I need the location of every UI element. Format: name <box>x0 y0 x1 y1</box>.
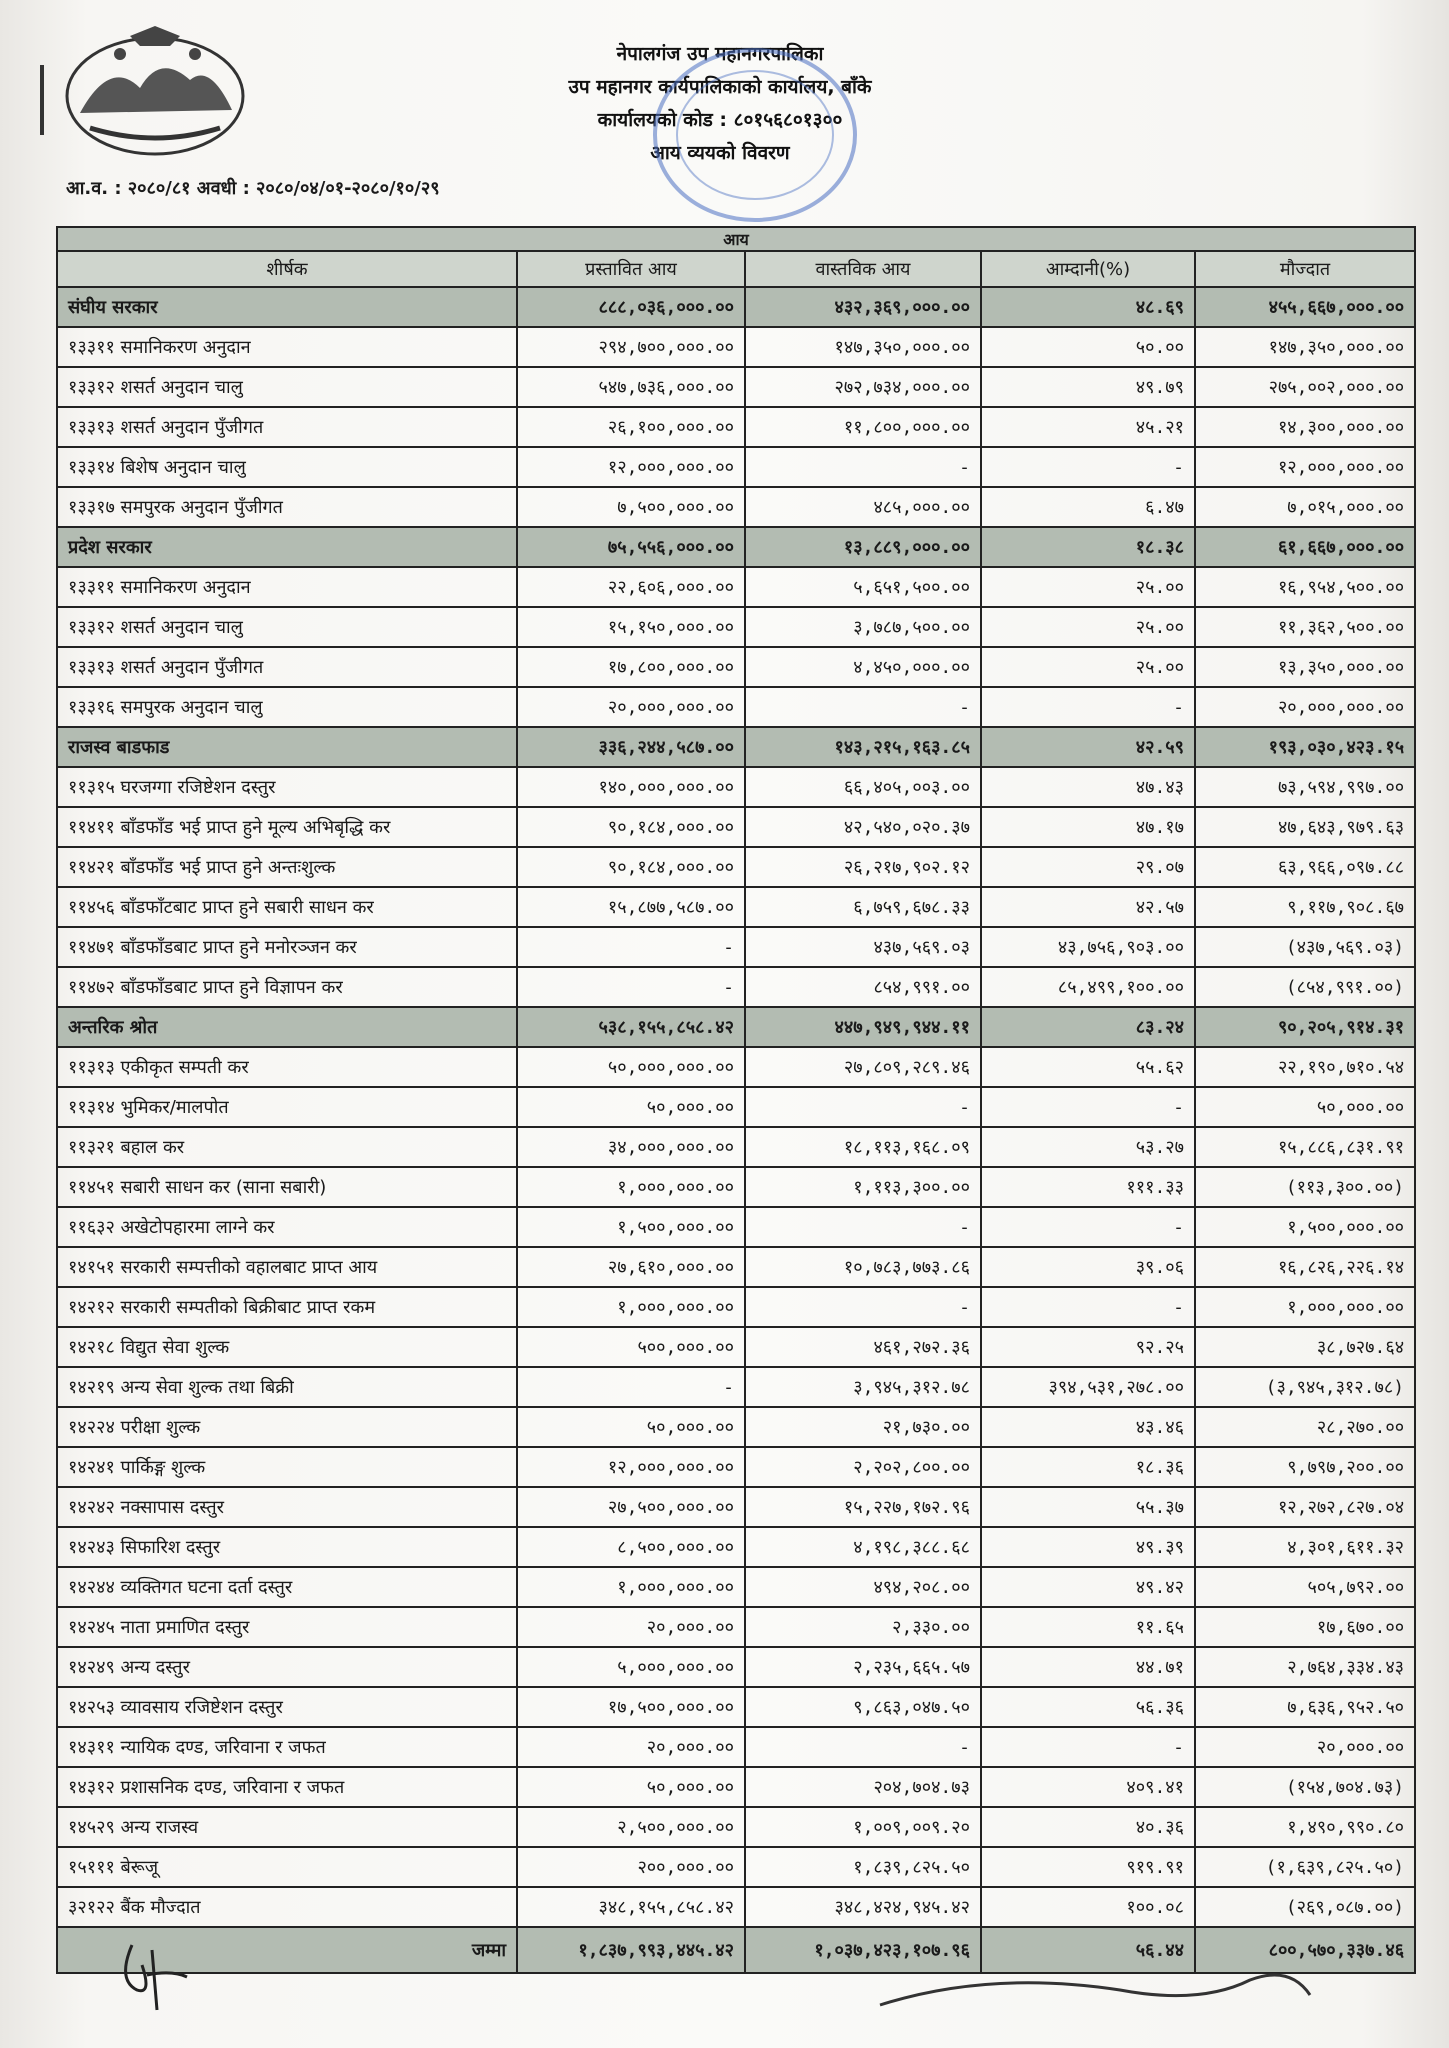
row-proposed: ५०,०००,०००.०० <box>517 1047 745 1087</box>
row-percent: ५०.०० <box>981 327 1195 367</box>
row-proposed: १७,५००,०००.०० <box>517 1687 745 1727</box>
table-row <box>57 1727 1415 1767</box>
row-proposed: २२,६०६,०००.०० <box>517 567 745 607</box>
row-actual: २१,७३०.०० <box>745 1407 981 1447</box>
row-proposed: ५०,०००.०० <box>517 1407 745 1447</box>
col-title: शीर्षक <box>57 251 517 287</box>
row-title: १४२४१ पार्किङ्ग शुल्क <box>57 1447 517 1487</box>
row-balance: १,४९०,९९०.८० <box>1195 1807 1415 1847</box>
row-title: ११४५६ बाँडफाँटबाट प्राप्त हुने सबारी साधन कर <box>57 887 517 927</box>
row-percent: २९.०७ <box>981 847 1195 887</box>
row-title: ११३२१ बहाल कर <box>57 1127 517 1167</box>
table-row <box>57 1167 1415 1207</box>
row-balance: १६,८२६,२२६.१४ <box>1195 1247 1415 1287</box>
row-title: ११४२१ बाँडफाँड भई प्राप्त हुने अन्तःशुल्क <box>57 847 517 887</box>
income-table <box>56 226 1416 1974</box>
row-proposed: - <box>517 927 745 967</box>
header-municipality: नेपालगंज उप महानगरपालिका <box>616 43 824 65</box>
row-balance: ५०५,७९२.०० <box>1195 1567 1415 1607</box>
row-title: १४२४९ अन्य दस्तुर <box>57 1647 517 1687</box>
row-proposed: ३४,०००,०००.०० <box>517 1127 745 1167</box>
row-balance: ४७,६४३,९७९.६३ <box>1195 807 1415 847</box>
row-proposed: ८८८,०३६,०००.०० <box>517 287 745 327</box>
row-actual: ४३७,५६९.०३ <box>745 927 981 967</box>
row-percent: - <box>981 1727 1195 1767</box>
row-percent: - <box>981 1087 1195 1127</box>
row-balance: २७५,००२,०००.०० <box>1195 367 1415 407</box>
table-row <box>57 567 1415 607</box>
row-proposed: १४०,०००,०००.०० <box>517 767 745 807</box>
table-row <box>57 967 1415 1007</box>
table-row <box>57 887 1415 927</box>
row-actual: १४३,२१५,१६३.८५ <box>745 727 981 767</box>
table-column-header <box>57 251 1415 287</box>
row-title: संघीय सरकार <box>57 287 517 327</box>
row-title: १३३१४ बिशेष अनुदान चालु <box>57 447 517 487</box>
row-actual: ४,४५०,०००.०० <box>745 647 981 687</box>
row-title: प्रदेश सरकार <box>57 527 517 567</box>
row-proposed: ५०,०००.०० <box>517 1767 745 1807</box>
row-balance: ९०,२०५,९१४.३१ <box>1195 1007 1415 1047</box>
col-balance: मौज्दात <box>1195 251 1415 287</box>
row-title: १४२२४ परीक्षा शुल्क <box>57 1407 517 1447</box>
row-balance: (२६९,०८७.००) <box>1195 1887 1415 1927</box>
row-proposed: ५४७,७३६,०००.०० <box>517 367 745 407</box>
table-row <box>57 607 1415 647</box>
row-balance: (३,९४५,३१२.७८) <box>1195 1367 1415 1407</box>
row-percent: ४९.४२ <box>981 1567 1195 1607</box>
row-actual: २,२३५,६६५.५७ <box>745 1647 981 1687</box>
table-row <box>57 847 1415 887</box>
table-row <box>57 487 1415 527</box>
row-proposed: ७,५००,०००.०० <box>517 487 745 527</box>
row-actual: ३,७८७,५००.०० <box>745 607 981 647</box>
row-title: अन्तरिक श्रोत <box>57 1007 517 1047</box>
row-actual: - <box>745 1287 981 1327</box>
row-title: १३३१६ समपुरक अनुदान चालु <box>57 687 517 727</box>
row-actual: ३४८,४२४,९४५.४२ <box>745 1887 981 1927</box>
row-actual: २७२,७३४,०००.०० <box>745 367 981 407</box>
row-percent: ३९४,५३१,२७८.०० <box>981 1367 1195 1407</box>
row-proposed: ३३६,२४४,५८७.०० <box>517 727 745 767</box>
row-balance: ९,७९७,२००.०० <box>1195 1447 1415 1487</box>
row-percent: ५५.३७ <box>981 1487 1195 1527</box>
row-balance: (११३,३००.००) <box>1195 1167 1415 1207</box>
row-actual: ६६,४०५,००३.०० <box>745 767 981 807</box>
row-actual: ४,१९८,३८८.६८ <box>745 1527 981 1567</box>
row-title: १३३११ समानिकरण अनुदान <box>57 327 517 367</box>
row-balance: ६३,९६६,०९७.८८ <box>1195 847 1415 887</box>
row-title: १५१११ बेरूजू <box>57 1847 517 1887</box>
table-row <box>57 1207 1415 1247</box>
row-balance: २८,२७०.०० <box>1195 1407 1415 1447</box>
row-title: राजस्व बाडफाड <box>57 727 517 767</box>
row-actual: ८५४,९९१.०० <box>745 967 981 1007</box>
row-percent: ४३.४६ <box>981 1407 1195 1447</box>
row-balance: १४,३००,०००.०० <box>1195 407 1415 447</box>
row-proposed: ५००,०००.०० <box>517 1327 745 1367</box>
row-actual: - <box>745 1087 981 1127</box>
row-actual: ९,८६३,०४७.५० <box>745 1687 981 1727</box>
row-balance: ६१,६६७,०००.०० <box>1195 527 1415 567</box>
col-percent: आम्दानी(%) <box>981 251 1195 287</box>
row-title: १४३१२ प्रशासनिक दण्ड, जरिवाना र जफत <box>57 1767 517 1807</box>
signature-icon <box>112 1935 202 2015</box>
row-percent: ९२.२५ <box>981 1327 1195 1367</box>
row-title: ११६३२ अखेटोपहारमा लाग्ने कर <box>57 1207 517 1247</box>
row-proposed: १५,८७७,५८७.०० <box>517 887 745 927</box>
row-balance: ७,६३६,९५२.५० <box>1195 1687 1415 1727</box>
row-title: १४२१८ विद्युत सेवा शुल्क <box>57 1327 517 1367</box>
row-balance: १२,२७२,८२७.०४ <box>1195 1487 1415 1527</box>
row-balance: १,५००,०००.०० <box>1195 1207 1415 1247</box>
row-percent: ४९.७९ <box>981 367 1195 407</box>
row-balance: ५०,०००.०० <box>1195 1087 1415 1127</box>
row-percent: ४२.५७ <box>981 887 1195 927</box>
row-percent: ४७.४३ <box>981 767 1195 807</box>
nepal-emblem-icon <box>60 18 250 163</box>
row-actual: २,२०२,८००.०० <box>745 1447 981 1487</box>
row-percent: २५.०० <box>981 607 1195 647</box>
table-row <box>57 1527 1415 1567</box>
row-percent: ६.४७ <box>981 487 1195 527</box>
row-percent: ४४.७१ <box>981 1647 1195 1687</box>
row-proposed: २०,०००.०० <box>517 1727 745 1767</box>
table-group-row <box>57 527 1415 567</box>
row-percent: - <box>981 1287 1195 1327</box>
row-title: १४३११ न्यायिक दण्ड, जरिवाना र जफत <box>57 1727 517 1767</box>
table-row <box>57 1367 1415 1407</box>
row-proposed: ९०,१८४,०००.०० <box>517 847 745 887</box>
row-balance: १३,३५०,०००.०० <box>1195 647 1415 687</box>
row-actual: ४९४,२०८.०० <box>745 1567 981 1607</box>
row-proposed: २००,०००.०० <box>517 1847 745 1887</box>
row-proposed: ३४८,१५५,८५८.४२ <box>517 1887 745 1927</box>
row-actual: १,११३,३००.०० <box>745 1167 981 1207</box>
row-percent: ९१९.९१ <box>981 1847 1195 1887</box>
row-actual: १५,२२७,१७२.९६ <box>745 1487 981 1527</box>
row-balance: १५,८८६,८३१.९१ <box>1195 1127 1415 1167</box>
row-proposed: १,०००,०००.०० <box>517 1567 745 1607</box>
row-actual: - <box>745 1207 981 1247</box>
total-percent: ५६.४४ <box>981 1927 1195 1973</box>
row-percent: १८.३६ <box>981 1447 1195 1487</box>
row-title: ११४५१ सबारी साधन कर (साना सबारी) <box>57 1167 517 1207</box>
table-row <box>57 1487 1415 1527</box>
row-balance: १७,६७०.०० <box>1195 1607 1415 1647</box>
table-row <box>57 1127 1415 1167</box>
row-balance: २०,०००.०० <box>1195 1727 1415 1767</box>
row-percent: ८३.२४ <box>981 1007 1195 1047</box>
row-actual: ४६१,२७२.३६ <box>745 1327 981 1367</box>
col-proposed: प्रस्तावित आय <box>517 251 745 287</box>
row-title: १३३१३ शसर्त अनुदान पुँजीगत <box>57 647 517 687</box>
row-balance: (१५४,७०४.७३) <box>1195 1767 1415 1807</box>
total-actual: १,०३७,४२३,१०७.९६ <box>745 1927 981 1973</box>
row-actual: ४३२,३६९,०००.०० <box>745 287 981 327</box>
row-proposed: २७,६१०,०००.०० <box>517 1247 745 1287</box>
table-row <box>57 1447 1415 1487</box>
row-actual: ४४७,९४९,९४४.११ <box>745 1007 981 1047</box>
row-balance: ३८,७२७.६४ <box>1195 1327 1415 1367</box>
row-actual: १४७,३५०,०००.०० <box>745 327 981 367</box>
row-title: ११३१४ भुमिकर/मालपोत <box>57 1087 517 1127</box>
table-row <box>57 327 1415 367</box>
row-proposed: १,०००,०००.०० <box>517 1287 745 1327</box>
table-row <box>57 647 1415 687</box>
row-percent: ४८.६९ <box>981 287 1195 327</box>
row-title: १४५२९ अन्य राजस्व <box>57 1807 517 1847</box>
row-balance: ९,११७,९०८.६७ <box>1195 887 1415 927</box>
row-actual: ५,६५१,५००.०० <box>745 567 981 607</box>
row-title: ३२१२२ बैंक मौज्दात <box>57 1887 517 1927</box>
row-percent: १८.३८ <box>981 527 1195 567</box>
income-heading: आय <box>57 227 1415 251</box>
row-actual: १०,७८३,७७३.८६ <box>745 1247 981 1287</box>
row-actual: ११,८००,०००.०० <box>745 407 981 447</box>
row-balance: (८५४,९९१.००) <box>1195 967 1415 1007</box>
row-percent: ५५.६२ <box>981 1047 1195 1087</box>
row-percent: ४३,७५६,९०३.०० <box>981 927 1195 967</box>
row-actual: ३,९४५,३१२.७८ <box>745 1367 981 1407</box>
row-percent: २५.०० <box>981 567 1195 607</box>
row-balance: २,७६४,३३४.४३ <box>1195 1647 1415 1687</box>
row-percent: १११.३३ <box>981 1167 1195 1207</box>
row-proposed: १,५००,०००.०० <box>517 1207 745 1247</box>
table-row <box>57 927 1415 967</box>
row-actual: - <box>745 447 981 487</box>
row-balance: १९३,०३०,४२३.१५ <box>1195 727 1415 767</box>
row-actual: १८,११३,१६८.०९ <box>745 1127 981 1167</box>
row-percent: ३९.०६ <box>981 1247 1195 1287</box>
table-row <box>57 447 1415 487</box>
row-proposed: २,५००,०००.०० <box>517 1807 745 1847</box>
row-title: १४२५३ व्यावसाय रजिष्टेशन दस्तुर <box>57 1687 517 1727</box>
row-actual: १,८३९,८२५.५० <box>745 1847 981 1887</box>
row-percent: - <box>981 687 1195 727</box>
row-percent: ५३.२७ <box>981 1127 1195 1167</box>
table-row <box>57 1847 1415 1887</box>
table-row <box>57 1047 1415 1087</box>
row-title: १४१५१ सरकारी सम्पत्तीको वहालबाट प्राप्त आय <box>57 1247 517 1287</box>
officer-signature-icon <box>870 1965 1340 2035</box>
table-row <box>57 1607 1415 1647</box>
row-proposed: २६,१००,०००.०० <box>517 407 745 447</box>
header-report-title: आय व्ययको विवरण <box>650 142 790 164</box>
row-balance: (१,६३९,८२५.५०) <box>1195 1847 1415 1887</box>
row-actual: १३,८८९,०००.०० <box>745 527 981 567</box>
row-title: ११४११ बाँडफाँड भई प्राप्त हुने मूल्य अभिबृद्धि कर <box>57 807 517 847</box>
row-title: १३३११ समानिकरण अनुदान <box>57 567 517 607</box>
row-actual: १,००९,००९.२० <box>745 1807 981 1847</box>
row-title: १४२४५ नाता प्रमाणित दस्तुर <box>57 1607 517 1647</box>
row-actual: २,३३०.०० <box>745 1607 981 1647</box>
row-proposed: २९४,७००,०००.०० <box>517 327 745 367</box>
row-percent: ११.६५ <box>981 1607 1195 1647</box>
row-proposed: १,०००,०००.०० <box>517 1167 745 1207</box>
row-title: ११३१३ एकीकृत सम्पती कर <box>57 1047 517 1087</box>
table-row <box>57 407 1415 447</box>
row-percent: २५.०० <box>981 647 1195 687</box>
row-proposed: - <box>517 1367 745 1407</box>
office-stamp-icon <box>640 25 870 235</box>
table-row <box>57 367 1415 407</box>
row-proposed: ७५,५५६,०००.०० <box>517 527 745 567</box>
row-balance: ११,३६२,५००.०० <box>1195 607 1415 647</box>
row-title: १४२४३ सिफारिश दस्तुर <box>57 1527 517 1567</box>
row-percent: - <box>981 447 1195 487</box>
total-proposed: १,८३७,९९३,४४५.४२ <box>517 1927 745 1973</box>
table-group-row <box>57 727 1415 767</box>
table-row <box>57 1567 1415 1607</box>
row-percent: - <box>981 1207 1195 1247</box>
row-percent: ४९.३९ <box>981 1527 1195 1567</box>
row-percent: ४५.२१ <box>981 407 1195 447</box>
table-row <box>57 1407 1415 1447</box>
header-office: उप महानगर कार्यपालिकाको कार्यालय, बाँके <box>568 76 872 98</box>
row-title: १३३१२ शसर्त अनुदान चालु <box>57 367 517 407</box>
row-balance: ४५५,६६७,०००.०० <box>1195 287 1415 327</box>
table-top-header <box>57 227 1415 251</box>
row-percent: १००.०८ <box>981 1887 1195 1927</box>
row-proposed: ५३८,१५५,८५८.४२ <box>517 1007 745 1047</box>
table-row <box>57 1087 1415 1127</box>
table-row <box>57 1767 1415 1807</box>
row-proposed: ८,५००,०००.०० <box>517 1527 745 1567</box>
col-actual: वास्तविक आय <box>745 251 981 287</box>
total-balance: ८००,५७०,३३७.४६ <box>1195 1927 1415 1973</box>
row-actual: २६,२१७,९०२.१२ <box>745 847 981 887</box>
table-group-row <box>57 1007 1415 1047</box>
row-title: १४२१२ सरकारी सम्पतीको बिक्रीबाट प्राप्त रकम <box>57 1287 517 1327</box>
row-proposed: २७,५००,०००.०० <box>517 1487 745 1527</box>
table-group-row <box>57 287 1415 327</box>
row-proposed: २०,०००,०००.०० <box>517 687 745 727</box>
table-row <box>57 1247 1415 1287</box>
row-title: १४२१९ अन्य सेवा शुल्क तथा बिक्री <box>57 1367 517 1407</box>
row-percent: ४७.१७ <box>981 807 1195 847</box>
row-balance: १६,९५४,५००.०० <box>1195 567 1415 607</box>
row-proposed: १२,०००,०००.०० <box>517 447 745 487</box>
table-row <box>57 1327 1415 1367</box>
row-proposed: १२,०००,०००.०० <box>517 1447 745 1487</box>
table-row <box>57 1807 1415 1847</box>
row-percent: ४०.३६ <box>981 1807 1195 1847</box>
row-percent: ४२.५९ <box>981 727 1195 767</box>
table-row <box>57 1887 1415 1927</box>
row-proposed: ५,०००,०००.०० <box>517 1647 745 1687</box>
table-row <box>57 1647 1415 1687</box>
table-row <box>57 807 1415 847</box>
row-title: १३३१२ शसर्त अनुदान चालु <box>57 607 517 647</box>
row-balance: २०,०००,०००.०० <box>1195 687 1415 727</box>
margin-mark <box>40 65 44 135</box>
row-actual: ४८५,०००.०० <box>745 487 981 527</box>
table-row <box>57 1687 1415 1727</box>
table-row <box>57 1287 1415 1327</box>
row-balance: १४७,३५०,०००.०० <box>1195 327 1415 367</box>
row-balance: ४,३०१,६११.३२ <box>1195 1527 1415 1567</box>
table-body <box>57 287 1415 1927</box>
row-balance: (४३७,५६९.०३) <box>1195 927 1415 967</box>
row-actual: ६,७५९,६७८.३३ <box>745 887 981 927</box>
row-actual: - <box>745 1727 981 1767</box>
fiscal-year-period: आ.व. : २०८०/८१ अवधी : २०८०/०४/०१-२०८०/१०/२९ <box>66 178 440 199</box>
row-actual: - <box>745 687 981 727</box>
row-balance: १,०००,०००.०० <box>1195 1287 1415 1327</box>
table-row <box>57 687 1415 727</box>
row-title: १३३१३ शसर्त अनुदान पुँजीगत <box>57 407 517 447</box>
row-title: १४२४४ व्यक्तिगत घटना दर्ता दस्तुर <box>57 1567 517 1607</box>
row-title: १३३१७ समपुरक अनुदान पुँजीगत <box>57 487 517 527</box>
header-office-code: कार्यालयको कोड : ८०१५६८०१३०० <box>597 109 843 131</box>
row-balance: १२,०००,०००.०० <box>1195 447 1415 487</box>
row-title: ११३१५ घरजग्गा रजिष्टेशन दस्तुर <box>57 767 517 807</box>
row-proposed: १७,८००,०००.०० <box>517 647 745 687</box>
row-proposed: ९०,१८४,०००.०० <box>517 807 745 847</box>
table-row <box>57 767 1415 807</box>
row-proposed: १५,१५०,०००.०० <box>517 607 745 647</box>
total-label: जम्मा <box>57 1927 517 1973</box>
row-title: ११४७१ बाँडफाँडबाट प्राप्त हुने मनोरञ्जन कर <box>57 927 517 967</box>
row-percent: ५६.३६ <box>981 1687 1195 1727</box>
row-proposed: २०,०००.०० <box>517 1607 745 1647</box>
row-actual: ४२,५४०,०२०.३७ <box>745 807 981 847</box>
row-percent: ४०९.४१ <box>981 1767 1195 1807</box>
row-proposed: - <box>517 967 745 1007</box>
row-balance: २२,१९०,७१०.५४ <box>1195 1047 1415 1087</box>
row-actual: २०४,७०४.७३ <box>745 1767 981 1807</box>
row-proposed: ५०,०००.०० <box>517 1087 745 1127</box>
row-title: १४२४२ नक्सापास दस्तुर <box>57 1487 517 1527</box>
row-actual: २७,८०९,२८९.४६ <box>745 1047 981 1087</box>
row-title: ११४७२ बाँडफाँडबाट प्राप्त हुने विज्ञापन कर <box>57 967 517 1007</box>
row-balance: ७,०१५,०००.०० <box>1195 487 1415 527</box>
row-balance: ७३,५९४,९९७.०० <box>1195 767 1415 807</box>
row-percent: ८५,४९९,१००.०० <box>981 967 1195 1007</box>
